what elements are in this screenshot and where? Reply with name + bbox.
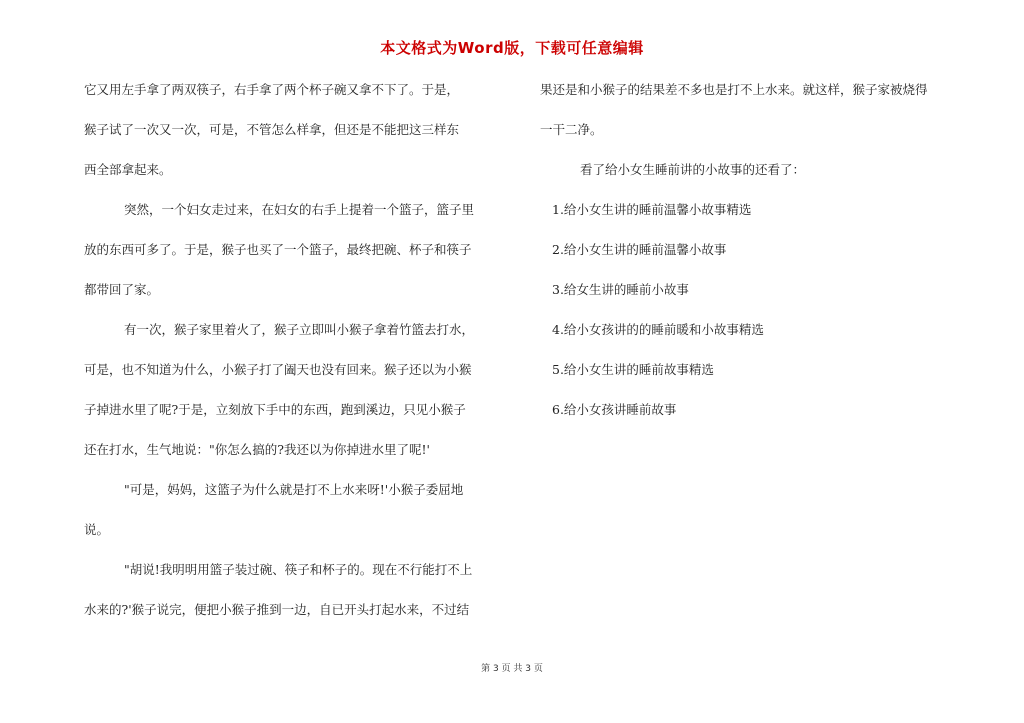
paragraph-line: 都带回了家。: [84, 282, 160, 297]
related-list-item: 3.给女生讲的睡前小故事: [552, 282, 689, 297]
paragraph-line: 水来的?'猴子说完，便把小猴子推到一边，自已开头打起水来，不过结: [84, 602, 470, 617]
paragraph-line: 果还是和小猴子的结果差不多也是打不上水来。就这样，猴子家被烧得: [540, 82, 928, 97]
related-heading: 看了给小女生睡前讲的小故事的还看了：: [580, 162, 806, 177]
paragraph-line: 放的东西可多了。于是，猴子也买了一个篮子，最终把碗、杯子和筷子: [84, 242, 472, 257]
related-list-item: 6.给小女孩讲睡前故事: [552, 402, 677, 417]
paragraph-line: 说。: [84, 522, 110, 537]
paragraph-line: 突然，一个妇女走过来，在妇女的右手上提着一个篮子，篮子里: [124, 202, 475, 217]
paragraph-line: 子掉进水里了呢?于是，立刻放下手中的东西，跑到溪边，只见小猴子: [84, 402, 466, 417]
paragraph-line: 一干二净。: [540, 122, 603, 137]
related-list-item: 5.给小女生讲的睡前故事精选: [552, 362, 714, 377]
paragraph-line: 它又用左手拿了两双筷子，右手拿了两个杯子碗又拿不下了。于是，: [84, 82, 460, 97]
page-number: 第 3 页 共 3 页: [481, 664, 543, 674]
paragraph-line: 还在打水，生气地说："你怎么搞的?我还以为你掉进水里了呢!': [84, 442, 430, 457]
paragraph-line: "胡说!我明明用篮子装过碗、筷子和杯子的。现在不行能打不上: [124, 562, 473, 577]
paragraph-line: 可是，也不知道为什么，小猴子打了阖天也没有回来。猴子还以为小猴: [84, 362, 472, 377]
related-list-item: 2.给小女生讲的睡前温馨小故事: [552, 242, 727, 257]
paragraph-line: "可是，妈妈，这篮子为什么就是打不上水来呀!'小猴子委屈地: [124, 482, 464, 497]
related-list-item: 1.给小女生讲的睡前温馨小故事精选: [552, 202, 752, 217]
header-banner: 本文格式为Word版，下载可任意编辑: [380, 39, 644, 57]
paragraph-line: 猴子试了一次又一次，可是，不管怎么样拿，但还是不能把这三样东: [84, 122, 460, 137]
paragraph-line: 有一次，猴子家里着火了，猴子立即叫小猴子拿着竹篮去打水，: [124, 322, 475, 337]
related-list-item: 4.给小女孩讲的的睡前暖和小故事精选: [552, 322, 764, 337]
paragraph-line: 西全部拿起来。: [84, 162, 172, 177]
